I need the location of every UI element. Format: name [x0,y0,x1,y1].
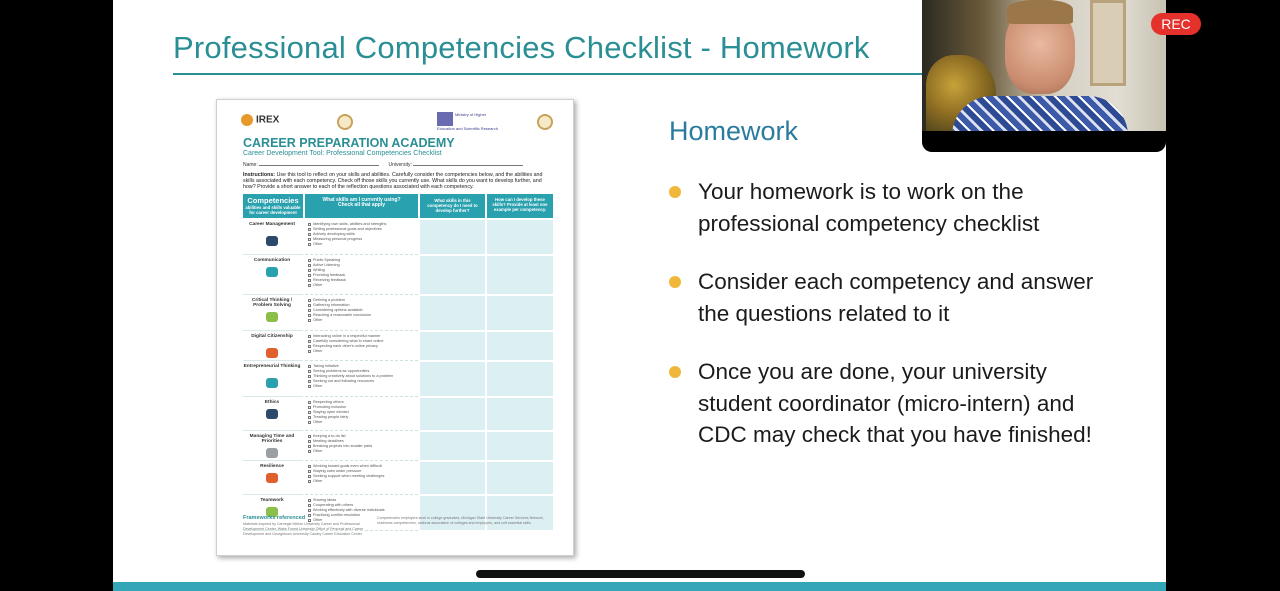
skill-checkbox-item: Other [307,479,384,484]
skill-checkbox-item: Seeking out and following resources [307,379,393,384]
skill-checkbox-item: Breaking projects into smaller parts [307,444,372,449]
slide-title: Professional Competencies Checklist - Homework [173,30,870,65]
competency-row [243,256,553,294]
how-answer-cell [487,296,553,331]
ministry-logo: Ministry of Higher Education and Scientific Research [437,112,498,131]
university-line [413,165,523,166]
skill-checkbox-item: Receiving feedback [307,278,346,283]
skill-checkbox-item: Identifying own skills, abilities and strengths [307,222,386,227]
develop-answer-cell [420,496,485,531]
skill-checkbox-item: Other [307,518,385,523]
skill-checkbox-item: Working toward goals even when difficult [307,464,384,469]
skill-checkbox-item: Gathering information [307,303,371,308]
skill-checkbox-item: Active Listening [307,263,346,268]
competency-name: Entrepreneurial Thinking [243,364,301,369]
university-seal-icon [337,114,353,130]
competency-icon [266,409,278,419]
skill-checkbox-item: Working effectively with diverse individuals [307,508,385,513]
ministry-logo-icon [437,112,453,126]
skill-checkbox-item: Other [307,384,393,389]
how-answer-cell [487,256,553,295]
irex-logo-icon [241,114,253,126]
skill-checkbox-item: Other [307,449,372,454]
skill-checkbox-item: Staying open minded [307,410,349,415]
homework-bullet-list [669,176,1119,478]
skill-checkbox-item: Practicing conflict resolution [307,513,385,518]
develop-answer-cell [420,220,485,255]
skill-checkbox-item: Setting professional goals and objectives [307,227,386,232]
skill-checkbox-item: Other [307,349,384,354]
skill-checkbox-item: Other [307,242,386,247]
skills-cell [305,332,418,361]
presenter-hair [1007,0,1073,24]
frameworks-text-left: Materials inspired by Carnegie Mellon University Career and Professional Development Center, Wake Forest University Office of Personal and Career Development and Georgetown University Cawley Career Education Center [243,522,364,536]
competency-name: Resilience [260,464,284,469]
skill-checkbox-item: Cooperating with others [307,503,385,508]
skill-checkbox-item: Writing [307,268,346,273]
name-label: Name: [243,162,258,168]
column-header-competencies: Competencies abilities and skills valuable for career development [243,194,303,218]
develop-answer-cell [420,296,485,331]
skill-checkbox-item: Respecting each other's online privacy [307,344,384,349]
bullet-item: Consider each competency and answer the questions related to it [669,266,1119,329]
homework-heading: Homework [669,116,799,146]
skill-checkbox-item: Seeking support when meeting challenges [307,474,384,479]
skills-cell [305,256,418,295]
competency-cell [243,362,303,397]
presenter-shirt [952,96,1128,131]
how-answer-cell [487,220,553,255]
develop-answer-cell [420,332,485,361]
webcam-video-overlay[interactable] [922,0,1166,152]
how-answer-cell [487,362,553,397]
bullet-dot-icon [669,366,681,378]
skill-checkbox-item: Reaching a reasonable conclusion [307,313,371,318]
competency-name: Ethics [264,400,280,405]
competency-icon [266,378,278,388]
competency-name: Communication [253,258,291,263]
competency-icon [266,236,278,246]
skills-cell [305,296,418,331]
competency-icon [266,448,278,458]
competency-icon [266,473,278,483]
document-subheading: Career Development Tool: Professional Competencies Checklist [243,150,442,157]
column-header-skills-to-develop: What skills in this competency do I need to develop further? [420,194,485,218]
competency-row [243,220,553,254]
competency-row [243,432,553,460]
skill-checkbox-item: Keeping a to-do list [307,434,372,439]
irex-logo: IREX [241,114,279,126]
government-seal-icon [537,114,553,130]
skill-checkbox-item: Meeting deadlines [307,439,372,444]
bullet-dot-icon [669,276,681,288]
skill-checkbox-item: Seeing problems as opportunities [307,369,393,374]
competency-name: Managing Time and Priorities [249,434,295,445]
competency-row [243,362,553,396]
frameworks-title: Frameworks referenced [243,515,306,521]
bullet-dot-icon [669,186,681,198]
competency-cell [243,332,303,361]
competency-icon [266,348,278,358]
competency-cell [243,256,303,295]
skill-checkbox-item: Public Speaking [307,258,346,263]
skills-cell [305,362,418,397]
competency-row [243,296,553,330]
bullet-item: Your homework is to work on the professional competency checklist [669,176,1119,239]
develop-answer-cell [420,398,485,431]
competency-cell [243,220,303,255]
skill-checkbox-item: Other [307,318,371,323]
how-answer-cell [487,398,553,431]
competency-row [243,332,553,360]
competency-cell [243,398,303,431]
competency-cell [243,462,303,495]
skill-checkbox-item: Actively developing skills [307,232,386,237]
skill-checkbox-item: Staying calm under pressure [307,469,384,474]
skill-checkbox-item: Providing feedback [307,273,346,278]
skill-checkbox-item: Carefully considering what to share online [307,339,384,344]
home-indicator-bar[interactable] [476,570,805,578]
skill-checkbox-item: Promoting inclusion [307,405,349,410]
skill-checkbox-item: Sharing ideas [307,498,385,503]
document-heading: CAREER PREPARATION ACADEMY [243,136,455,150]
column-header-current-skills: What skills am I currently using? Check all that apply [305,194,418,218]
document-name-fields [243,162,553,168]
how-answer-cell [487,496,553,531]
develop-answer-cell [420,462,485,495]
competency-name: Critical Thinking / Problem Solving [251,298,293,309]
name-line [259,165,379,166]
competency-name: Digital Citizenship [251,334,293,339]
skill-checkbox-item: Respecting others [307,400,349,405]
skill-checkbox-item: Thinking creatively about solutions to a problem [307,374,393,379]
frameworks-text-right: Competencies employers seek in college graduates, Michigan State University Career Services Network, readiness competencies, national association of colleges and employers, and soft essential skills [377,516,544,525]
column-header-how-to-develop: How can I develop these skills? Provide at least one example per competency. [487,194,553,218]
document-instructions: Instructions: Use this tool to reflect on your skills and abilities. Carefully consider the competencies below, and the abilities and skills associated with each competency. Check off those skills you currently use. What skills do you want to develop further, and how? Provide a short answer to each of the reflection questions associated with each competency. [243,172,543,191]
how-answer-cell [487,332,553,361]
how-answer-cell [487,432,553,461]
competency-cell [243,432,303,461]
presenter-video-feed [922,0,1166,131]
skill-checkbox-item: Other [307,420,349,425]
competency-icon [266,267,278,277]
competency-row [243,462,553,494]
skills-cell [305,398,418,431]
recording-badge: REC [1151,13,1201,35]
slide-footer-bar [113,582,1166,591]
develop-answer-cell [420,362,485,397]
bullet-item: Once you are done, your university student coordinator (micro-intern) and CDC may check that you have finished! [669,356,1119,451]
competency-name: Teamwork [260,498,284,503]
how-answer-cell [487,462,553,495]
checklist-document-thumbnail [216,99,574,556]
title-divider [173,73,933,75]
develop-answer-cell [420,256,485,295]
skill-checkbox-item: Defining a problem [307,298,371,303]
document-logo-row [241,112,556,134]
skill-checkbox-item: Taking initiative [307,364,393,369]
background-shelf [1090,0,1126,86]
university-label: University: [388,162,412,168]
skill-checkbox-item: Measuring personal progress [307,237,386,242]
competency-name: Career Management [249,222,295,227]
competency-cell [243,296,303,331]
skills-cell [305,462,418,495]
skill-checkbox-item: Other [307,283,346,288]
skill-checkbox-item: Interacting online in a respectful manner [307,334,384,339]
competency-icon [266,312,278,322]
skills-cell [305,220,418,255]
develop-answer-cell [420,432,485,461]
skill-checkbox-item: Considering options available [307,308,371,313]
competency-row [243,398,553,430]
skills-cell [305,432,418,461]
skill-checkbox-item: Treating people fairly [307,415,349,420]
